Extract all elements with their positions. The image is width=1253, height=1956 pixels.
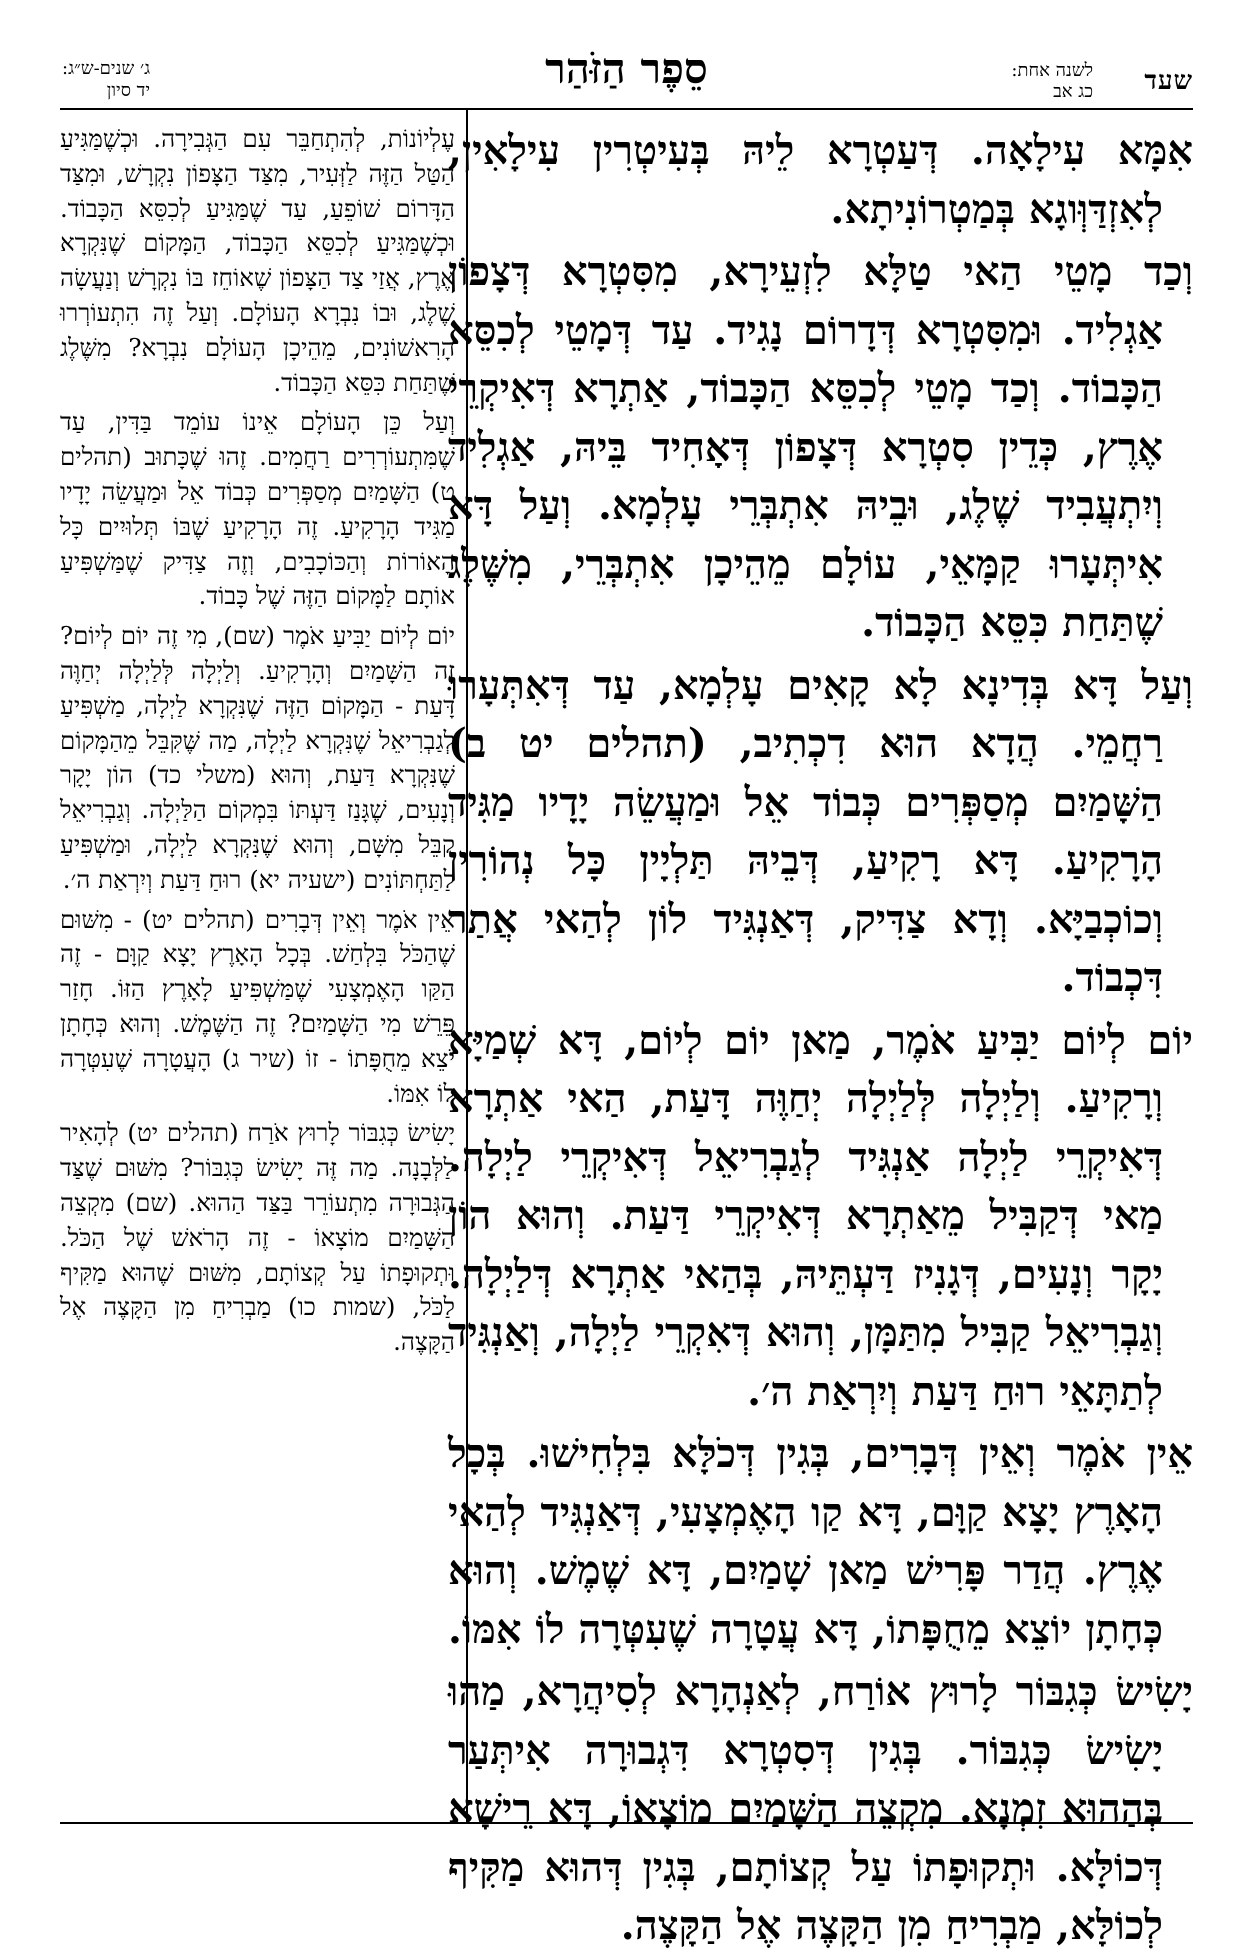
translation-paragraph: עֶלְיוֹנוֹת, לְהִתְחַבֵּר עִם הַגְּבִירָה. וּכְשֶׁמַּגִּיעַ הַטַּל הַזֶּה לַזְּעִיר, מִצַּד הַצָּפוֹן נִקְרָשׁ, וּמִצַּד הַדָּרוֹם שׁוֹפֵעַ, עַד שֶׁמַּגִּיעַ לְכִסֵּא הַכָּבוֹד. וּכְשֶׁמַּגִּיעַ לְכִסֵּא הַכָּבוֹד, הַמָּקוֹם שֶׁנִּקְרָא אֶרֶץ, אֲזַי צַד הַצָּפוֹן שֶׁאוֹחֵז בּוֹ נִקְרָשׁ וְנַעֲשָׂה שֶׁלֶג, וּבוֹ נִבְרָא הָעוֹלָם. וְעַל זֶה הִתְעוֹרְרוּ הָרִאשׁוֹנִים, מֵהֵיכָן הָעוֹלָם נִבְרָא? מִשֶּׁלֶג שֶׁתַּחַת כִּסֵּא הַכָּבוֹד.: [60, 124, 455, 397]
book-title: סֵפֶר הַזֹּהַר: [545, 44, 708, 93]
translation-paragraph: יוֹם לְיוֹם יַבִּיעַ אֹמֶר (שם), מִי זֶה יוֹם לְיוֹם? זֶה הַשָּׁמַיִם וְהָרָקִיעַ. וְלַיְלָה לְּלַיְלָה יְחַוֶּה דָּעַת - הַמָּקוֹם הַזֶּה שֶׁנִּקְרָא לַיְלָה, מַשְׁפִּיעַ לְגַבְרִיאֵל שֶׁנִּקְרָא לַיְלָה, מַה שֶּׁקִּבֵּל מֵהַמָּקוֹם שֶׁנִּקְרָא דַּעַת, וְהוּא (משלי כד) הוֹן יָקָר וְנָעִים, שֶׁגָּנַז דַּעְתּוֹ בִּמְקוֹם הַלַּיְלָה. וְגַבְרִיאֵל קִבֵּל מִשָּׁם, וְהוּא שֶׁנִּקְרָא לַיְלָה, וּמַשְׁפִּיעַ לַתַּחְתּוֹנִים (ישעיה יא) רוּחַ דַּעַת וְיִרְאַת ה׳.: [60, 621, 455, 894]
header-rule: [60, 108, 1193, 110]
translation-paragraph: אֵין אֹמֶר וְאֵין דְּבָרִים (תהלים יט) - מִשּׁוּם שֶׁהַכֹּל בִּלְחַשׁ. בְּכָל הָאָרֶץ יָצָא קַוָּם - זֶה הַקַּו הָאֶמְצָעִי שֶׁמַּשְׁפִּיעַ לָאָרֶץ הַזּוֹ. חָזַר פֵּרֵשׁ מִי הַשָּׁמַיִם? זֶה הַשֶּׁמֶשׁ. וְהוּא כְּחָתָן יֹצֵא מֵחֻפָּתוֹ - זוֹ (שיר ג) הָעֲטָרָה שֶׁעִטְּרָה לוֹ אִמּוֹ.: [60, 904, 455, 1108]
schedule-label: ג׳ שנים-ש״ג:: [62, 58, 151, 79]
schedule-date: כג אב: [1053, 81, 1093, 102]
translation-paragraph: וְעַל כֵּן הָעוֹלָם אֵינוֹ עוֹמֵד בַּדִּין, עַד שֶׁמִּתְעוֹרְרִים רַחֲמִים. זֶהוּ שֶׁכָּתוּב (תהלים ט) הַשָּׁמַיִם מְסַפְּרִים כְּבוֹד אֵל וּמַעֲשֵׂה יָדָיו מַגִּיד הָרָקִיעַ. זֶה הָרָקִיעַ שֶׁבּוֹ תְּלוּיִים כָּל הָאוֹרוֹת וְהַכּוֹכָבִים, וְזֶה צַדִּיק שֶׁמַּשְׁפִּיעַ אוֹתָם לַמָּקוֹם הַזֶּה שֶׁל כָּבוֹד.: [60, 407, 455, 611]
aramaic-paragraph: וְעַל דָּא בְּדִינָא לָא קָאִים עָלְמָא, עַד דְּאִתְּעָרוּ רַחֲמֵי. הֲדָא הוּא דִכְתִיב, (תהלים יט ב) הַשָּׁמַיִם מְסַפְּרִים כְּבוֹד אֵל וּמַעֲשֵׂה יָדָיו מַגִּיד הָרָקִיעַ. דָּא רָקִיעַ, דְּבֵיהּ תַּלְיָין כָּל נְהוֹרִין וְכוֹכְבַיָּא. וְדָא צַדִּיק, דְּאַנְגִּיד לוֹן לְהַאי אֲתַר דִּכְבוֹד.: [448, 661, 1193, 1001]
schedule-date: יד סיון: [106, 80, 151, 101]
aramaic-text-column: [448, 122, 1193, 1949]
aramaic-paragraph: אֵין אֹמֶר וְאֵין דְּבָרִים, בְּגִין דְּכֹלָּא בִּלְחִישׁוּ. בְּכָל הָאָרֶץ יָצָא קַוָּם, דָּא קַו הָאֶמְצָעִי, דְּאַנְגִּיד לְהַאי אֶרֶץ. הֲדַר פָּרִישׁ מַאן שָׁמַיִם, דָּא שֶׁמֶשׁ. וְהוּא כְּחָתָן יוֹצֵא מֵחֻפָּתוֹ, דָּא עֲטָרָה שֶׁעִטְּרָה לוֹ אִמּוֹ.: [448, 1430, 1193, 1653]
translation-paragraph: יָשִׂישׂ כְּגִבּוֹר לָרוּץ אֹרַח (תהלים יט) לְהָאִיר לַלְּבָנָה. מַה זֶּה יָשִׂישׂ כְּגִבּוֹר? מִשּׁוּם שֶׁצַּד הַגְּבוּרָה מִתְעוֹרֵר בַּצַּד הַהוּא. (שם) מִקְצֵה הַשָּׁמַיִם מוֹצָאוֹ - זֶה הָרֹאשׁ שֶׁל הַכֹּל. וּתְקוּפָתוֹ עַל קְצוֹתָם, מִשּׁוּם שֶׁהוּא מַקִּיף לַכֹּל, (שמות כו) מַבְרִיחַ מִן הַקָּצֶה אֶל הַקָּצֶה.: [60, 1118, 455, 1357]
hebrew-translation-column: [60, 122, 455, 1812]
aramaic-paragraph: יוֹם לְיוֹם יַבִּיעַ אֹמֶר, מַאן יוֹם לְיוֹם, דָּא שְׁמַיָּא וְרָקִיעַ. וְלַיְלָה לְּלַיְלָה יְחַוֶּה דָּעַת, הַאי אַתְרָא דְּאִיקְרֵי לַיְלָה אַנְגִּיד לְגַבְרִיאֵל דְּאִיקְרֵי לַיְלָה. מַאי דְּקַבִּיל מֵאַתְרָא דְּאִיקְרֵי דַּעַת. וְהוּא הוֹן יָקָר וְנָעִים, דְּגָנִיז דַּעְתֵּיהּ, בְּהַאי אַתְרָא דְּלַיְלָה. וְגַבְרִיאֵל קַבִּיל מִתַּמָּן, וְהוּא דְּאִקְרֵי לַיְלָה, וְאַנְגִּיד לְתַתָּאֵי רוּחַ דַּעַת וְיִרְאַת ה׳.: [448, 1016, 1193, 1415]
aramaic-paragraph: וְכַד מָטֵי הַאי טַלָּא לִזְעֵירָא, מִסִּטְרָא דְּצָפוֹן אַגְלִיד. וּמִסִּטְרָא דְּדָרוֹם נָגִיד. עַד דְּמָטֵי לְכִסֵּא הַכָּבוֹד. וְכַד מָטֵי לְכִסֵּא הַכָּבוֹד, אַתְרָא דְּאִיקְרֵי אֶרֶץ, כְּדֵין סִטְרָא דְּצָפוֹן דְּאָחִיד בֵּיהּ, אַגְלִיד וְיִתְעֲבִיד שֶׁלֶג, וּבֵיהּ אִתְבְּרֵי עָלְמָא. וְעַל דָּא אִיתְּעָרוּ קַמָּאֵי, עוֹלָם מֵהֵיכָן אִתְבְּרֵי, מִשֶּׁלֶג שֶׁתַּחַת כִּסֵּא הַכָּבוֹד.: [448, 248, 1193, 646]
schedule-label: לשנה אחת:: [1011, 60, 1093, 81]
aramaic-paragraph: יָשִׂישׂ כְּגִבּוֹר לָרוּץ אוֹרַח, לְאַנְהָרָא לְסִיהֲרָא, מַהוּ יָשִׂישׂ כְּגִבּוֹר. בְּגִין דְּסִטְרָא דִּגְבוּרָה אִיתְּעַר בְּהַהוּא זִמְנָא. מִקְצֵה הַשָּׁמַיִם מוֹצָאוֹ, דָּא רֵישָׁא דְּכוֹלָּא. וּתְקוּפָתוֹ עַל קְצוֹתָם, בְּגִין דְּהוּא מַקִּיף לְכוֹלָּא, מַבְרִיחַ מִן הַקָּצֶה אֶל הַקָּצֶה.: [448, 1668, 1193, 1949]
aramaic-paragraph: אִמָּא עִילָאָה. דְּעַטְרָא לֵיהּ בְּעִיטְרִין עִילָאִין, לְאִזְדַּוְּוגָא בְּמַטְרוֹנִיתָא.: [448, 127, 1193, 233]
running-header: [60, 44, 1193, 104]
daily-schedule-three-years: [62, 58, 150, 102]
page-number: שעד: [1144, 66, 1193, 96]
